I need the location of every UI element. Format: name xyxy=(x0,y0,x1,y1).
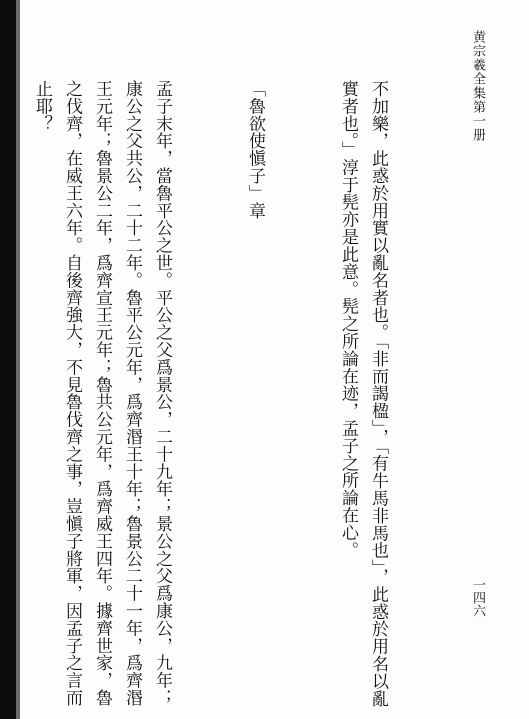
running-header: 黄宗羲全集第一册 xyxy=(470,30,485,142)
chapter-heading-lu: 「魯欲使愼子」章 xyxy=(245,80,265,220)
paragraph-2: 孟子末年，當魯平公之世。平公之父爲景公，二十九年；景公之父爲康公，九年；康公之父共公，二十二年。魯平公元年，爲齊湣王十年；魯景公二十一年，爲齊湣王元年；魯景公二年，爲齊宣王元年；魯共公元年，爲齊威王四年。據齊世家，魯之伐齊，在威王六年。自後齊強大，不見魯伐齊之事，豈愼子將軍，因孟子之言而止耶？ xyxy=(32,80,172,707)
body-text xyxy=(0,80,453,708)
page-number: 一四六 xyxy=(470,578,485,617)
paragraph-1: 不加樂，此惑於用實以亂名者也。「非而謁楹」，「有牛馬非馬也」，此惑於用名以亂實者也。」淳于髡亦是此意。髡之所論在迹，孟子之所論在心。 xyxy=(338,80,388,708)
